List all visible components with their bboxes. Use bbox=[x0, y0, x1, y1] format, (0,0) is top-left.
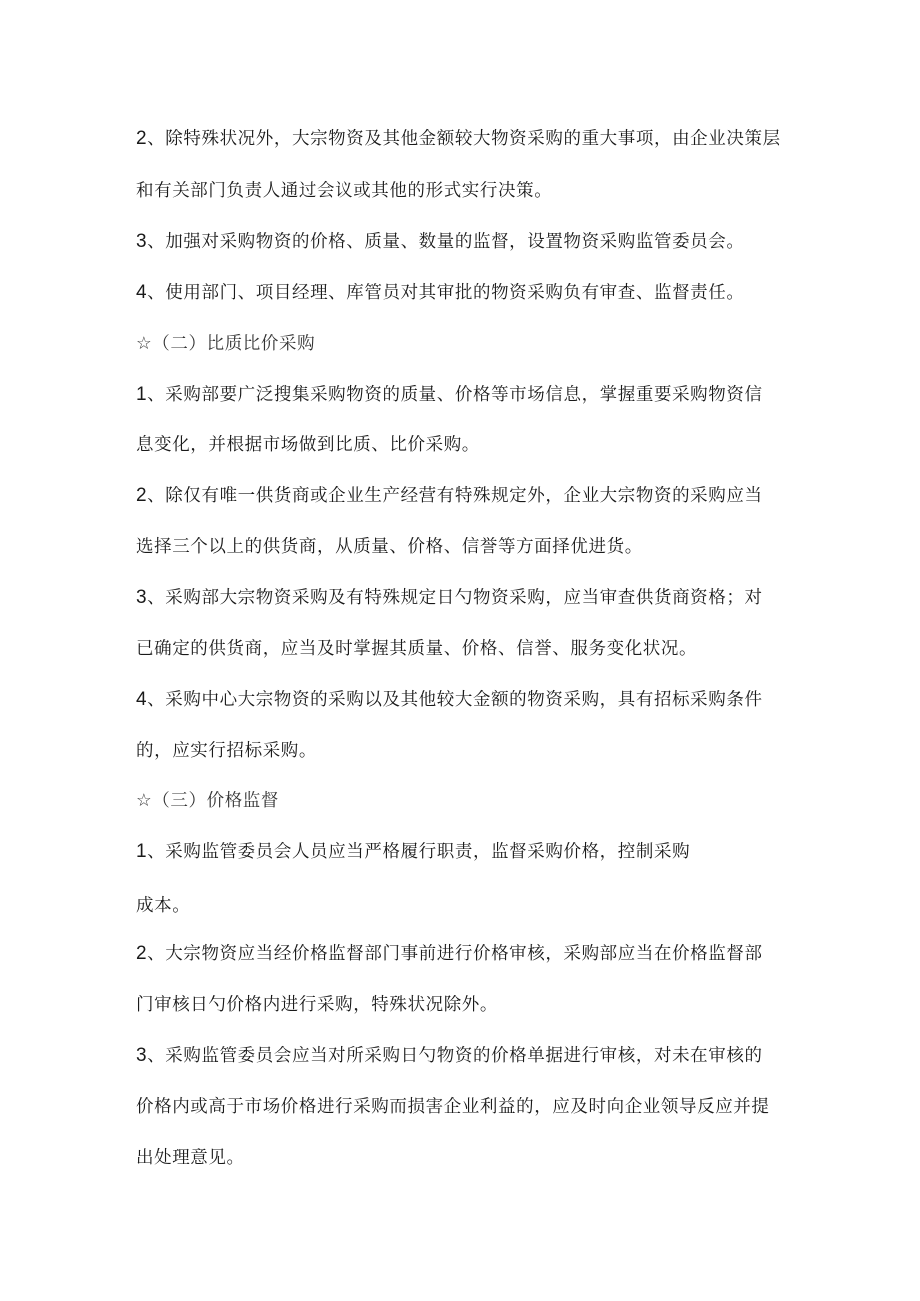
item-number: 3 bbox=[136, 1045, 148, 1066]
paragraph-line bbox=[136, 384, 796, 406]
paragraph-line bbox=[136, 943, 796, 965]
line-text: 、除特殊状况外，大宗物资及其他金额较大物资采购的重大事项，由企业决策层 bbox=[147, 129, 781, 149]
paragraph-line bbox=[136, 740, 796, 762]
line-text: 和有关部门负责人通过会议或其他的形式实行决策。 bbox=[136, 181, 553, 201]
line-text: 、大宗物资应当经价格监督部门事前进行价格审核，采购部应当在价格监督部 bbox=[147, 944, 763, 964]
line-text: 、采购监管委员会人员应当严格履行职责，监督采购价格，控制采购 bbox=[147, 842, 691, 862]
item-number: 4 bbox=[136, 282, 148, 303]
line-text: 、采购监管委员会应当对所采购日勺物资的价格单据进行审核，对未在审核的 bbox=[147, 1046, 763, 1066]
line-text: 、采购部要广泛搜集采购物资的质量、价格等市场信息，掌握重要采购物资信 bbox=[147, 385, 763, 405]
paragraph-line bbox=[136, 434, 796, 456]
line-text: 的，应实行招标采购。 bbox=[136, 741, 317, 761]
item-number: 1 bbox=[136, 384, 148, 405]
line-text: 、采购中心大宗物资的采购以及其他较大金额的物资采购，具有招标采购条件 bbox=[147, 690, 763, 710]
line-text: ☆（二）比质比价采购 bbox=[136, 334, 316, 354]
line-text: 出处理意见。 bbox=[136, 1148, 245, 1168]
item-number: 2 bbox=[136, 128, 148, 149]
item-number: 3 bbox=[136, 587, 148, 608]
paragraph-line bbox=[136, 587, 796, 609]
line-text: 门审核日勺价格内进行采购，特殊状况除外。 bbox=[136, 995, 498, 1015]
paragraph-line bbox=[136, 841, 796, 863]
line-text: 选择三个以上的供货商，从质量、价格、信誉等方面择优进货。 bbox=[136, 537, 643, 557]
paragraph-line bbox=[136, 638, 796, 660]
item-number: 4 bbox=[136, 689, 148, 710]
item-number: 1 bbox=[136, 841, 148, 862]
paragraph-line bbox=[136, 180, 796, 202]
item-number: 2 bbox=[136, 943, 148, 964]
paragraph-line bbox=[136, 128, 796, 150]
paragraph-line bbox=[136, 282, 796, 304]
paragraph-line bbox=[136, 689, 796, 711]
line-text: 、除仅有唯一供货商或企业生产经营有特殊规定外，企业大宗物资的采购应当 bbox=[147, 486, 763, 506]
section-heading bbox=[136, 790, 796, 812]
section-heading bbox=[136, 333, 796, 355]
line-text: 价格内或高于市场价格进行采购而损害企业利益的，应及时向企业领导反应并提 bbox=[136, 1097, 770, 1117]
line-text: 、加强对采购物资的价格、质量、数量的监督，设置物资采购监管委员会。 bbox=[147, 232, 745, 252]
paragraph-line bbox=[136, 485, 796, 507]
paragraph-line bbox=[136, 1147, 796, 1169]
line-text: ☆（三）价格监督 bbox=[136, 791, 279, 811]
line-text: 成本。 bbox=[136, 896, 191, 916]
line-text: 、使用部门、项目经理、库管员对其审批的物资采购负有审查、监督责任。 bbox=[147, 283, 745, 303]
paragraph-line bbox=[136, 1096, 796, 1118]
item-number: 2 bbox=[136, 485, 148, 506]
item-number: 3 bbox=[136, 231, 148, 252]
line-text: 已确定的供货商，应当及时掌握其质量、价格、信誉、服务变化状况。 bbox=[136, 639, 698, 659]
paragraph-line bbox=[136, 1045, 796, 1067]
paragraph-line bbox=[136, 536, 796, 558]
paragraph-line bbox=[136, 895, 796, 917]
paragraph-line bbox=[136, 994, 796, 1016]
line-text: 息变化，并根据市场做到比质、比价采购。 bbox=[136, 435, 480, 455]
paragraph-line bbox=[136, 231, 796, 253]
line-text: 、采购部大宗物资采购及有特殊规定日勺物资采购，应当审查供货商资格；对 bbox=[147, 588, 763, 608]
